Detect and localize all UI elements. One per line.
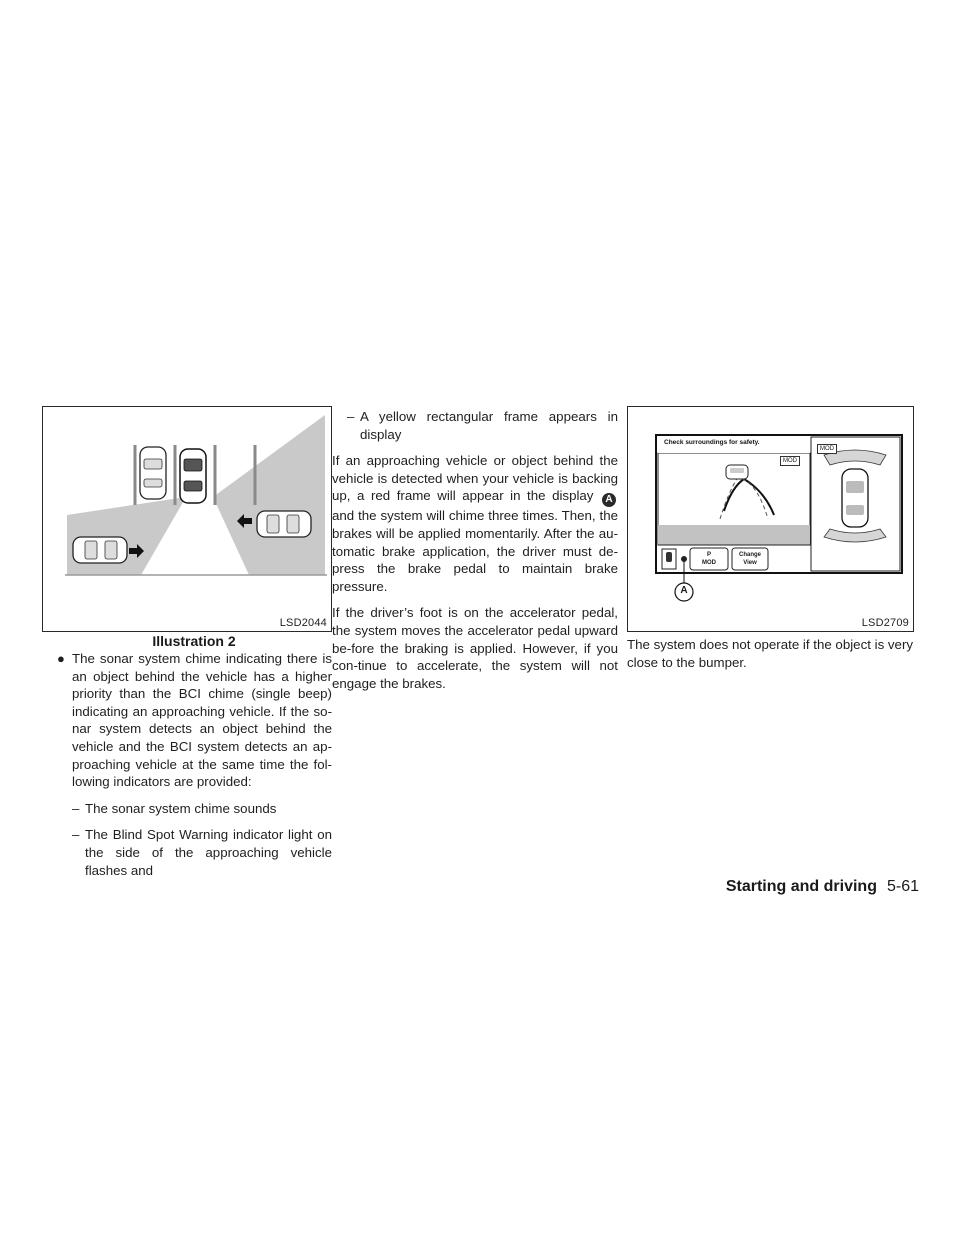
mod-badge: MOD — [780, 456, 800, 466]
change-view-line1: Change — [738, 552, 761, 558]
dash-item — [332, 408, 618, 443]
dash-mark: – — [347, 409, 355, 424]
change-view-line2: View — [743, 560, 757, 566]
page-footer — [726, 878, 919, 896]
parking-lot-drawing — [43, 407, 332, 632]
page-number: 5-61 — [886, 878, 919, 895]
column-1 — [45, 650, 332, 888]
callout-a-icon: A — [602, 493, 616, 507]
dash-text: The sonar system chime sounds — [85, 800, 277, 816]
paragraph: The system does not operate if the object is very close to the bumper. — [627, 637, 914, 670]
parked-car — [140, 447, 166, 499]
backing-car — [180, 449, 206, 503]
approaching-car-left — [73, 537, 127, 563]
mod-button-line1: P — [706, 552, 711, 558]
bullet-item — [45, 650, 332, 791]
screen-message: Check surroundings for safety. — [664, 439, 760, 446]
figure-parking-illustration — [42, 406, 332, 632]
dash-item — [45, 800, 332, 818]
dash-text: A yellow rectangular frame appears in display — [360, 409, 618, 442]
figure-caption: Illustration 2 — [152, 633, 236, 649]
column-3 — [627, 636, 914, 680]
dash-mark: – — [72, 800, 80, 816]
mod-badge: MOD — [817, 444, 837, 454]
paragraph: If the driver’s foot is on the accelerator pedal, the system moves the accelerator pedal upward be-fore the braking is applied. However, if you con-tinue to accelerate, the system will not engage the brakes. — [332, 605, 618, 691]
section-title: Starting and driving — [725, 878, 877, 895]
bullet-icon: ● — [57, 651, 65, 666]
figure-code: LSD2044 — [279, 617, 327, 629]
change-view-button[interactable] — [732, 548, 768, 570]
bullet-text: The sonar system chime indicating there is an object behind the vehicle has a higher priority than the BCI chime (single beep) indicating an approaching vehicle. If the so-nar system detects an object behind the vehicle and the BCI system detects an ap-proaching vehicle at the same time the fol-lowing indicators are provided: — [72, 651, 332, 790]
figure-code: LSD2709 — [861, 617, 909, 629]
dash-text: The Blind Spot Warning indicator light on the side of the approaching vehicle flashes and — [85, 827, 332, 878]
dash-item — [45, 826, 332, 879]
callout-a-label: A — [680, 585, 688, 596]
camera-car — [726, 465, 748, 479]
dash-mark: – — [72, 827, 80, 843]
paragraph: If an approaching vehicle or object behind the vehicle is detected when your vehicle is backing up, a red frame will appear in the display A and the system will chime three times. Then, the brakes will be applied momentarily. After the au-tomatic brake application, the driver must de-press the brake pedal to maintain brake pressure. — [332, 453, 618, 594]
mod-button[interactable] — [690, 548, 728, 570]
approaching-car-right — [257, 511, 311, 537]
topdown-car — [842, 469, 868, 527]
figure-display-illustration — [627, 406, 914, 632]
column-2 — [332, 408, 618, 701]
mod-button-line2: MOD — [702, 560, 716, 566]
